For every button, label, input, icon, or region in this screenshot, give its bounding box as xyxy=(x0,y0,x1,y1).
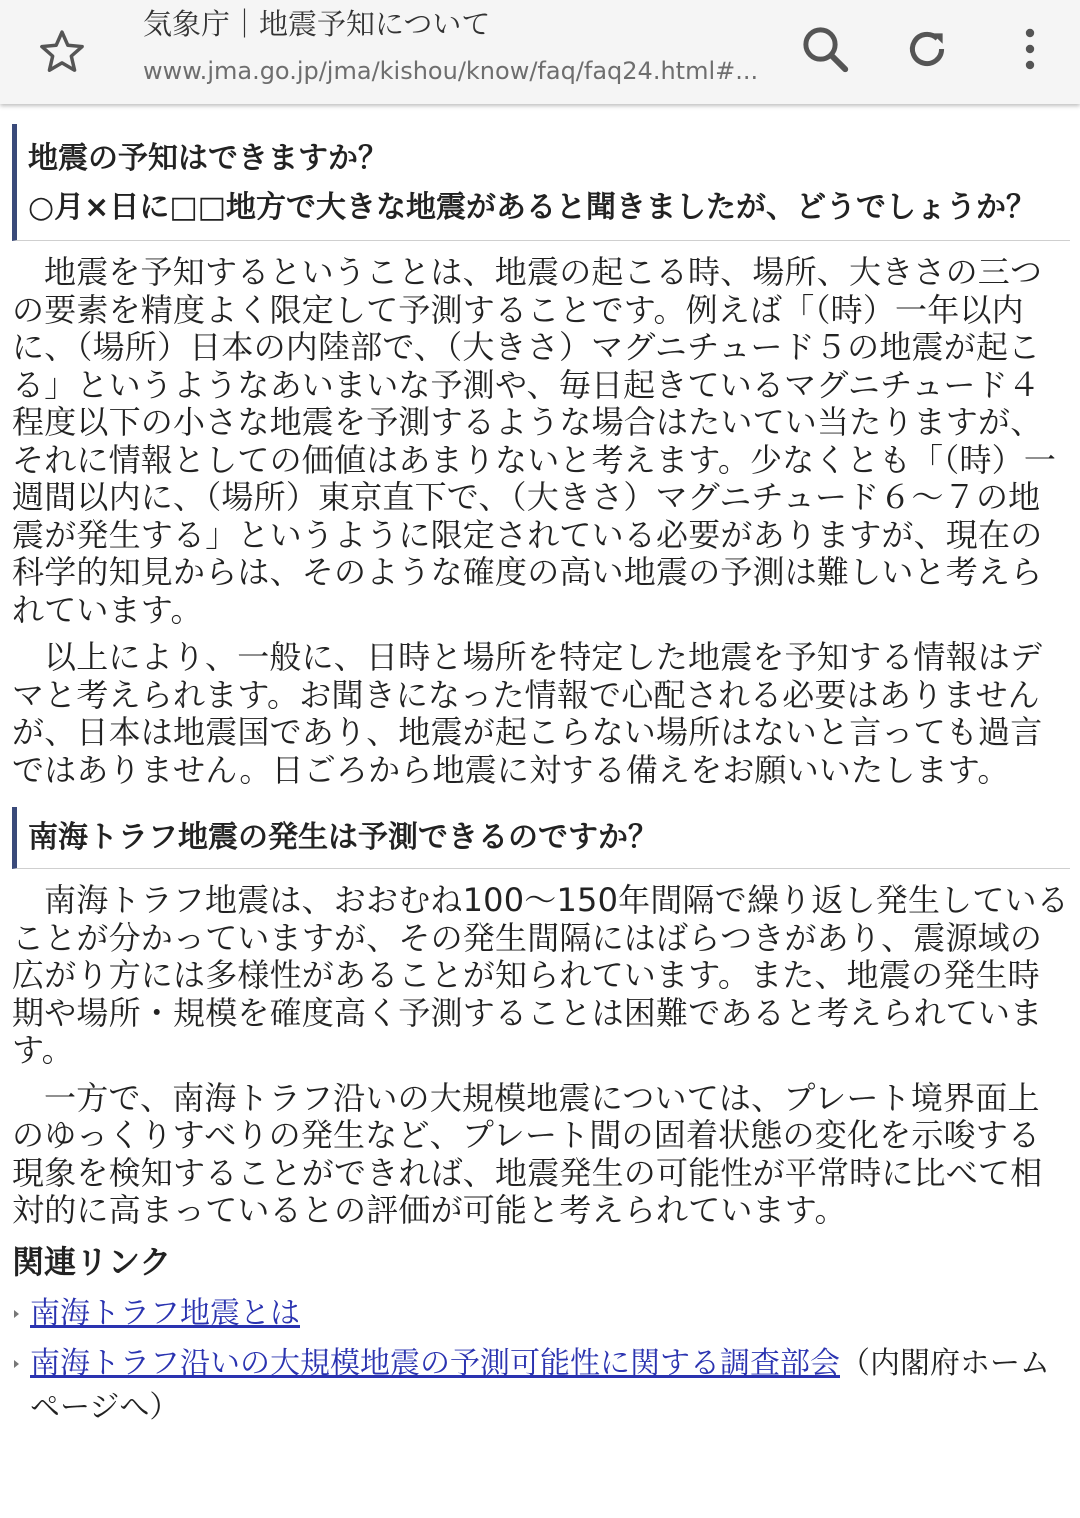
reload-icon[interactable] xyxy=(892,14,962,84)
question-line: ○月×日に□□地方で大きな地震があると聞きましたが、どうでしょうか？ xyxy=(28,190,1037,225)
answer-paragraph: 一方で、南海トラフ沿いの大規模地震については、プレート境界面上のゆっくりすべりの発生など、プレート間の固着状態の変化を示唆する現象を検知することができれば、地震発生の可能性が平常時に比べて相対的に高まっているとの評価が可能と考えられています。 xyxy=(12,1078,1043,1229)
question-line: 南海トラフ地震の発生は予測できるのですか？ xyxy=(28,820,658,855)
question-line: 地震の予知はできますか？ xyxy=(28,141,388,176)
bullet-arrow-icon xyxy=(14,1310,19,1318)
browser-toolbar xyxy=(0,0,1080,104)
bullet-arrow-icon xyxy=(14,1360,19,1368)
star-icon[interactable] xyxy=(28,18,96,86)
faq-question-heading xyxy=(12,124,1070,241)
faq-question-heading xyxy=(12,807,1070,869)
answer-paragraph: 地震を予知するということは、地震の起こる時、場所、大きさの三つの要素を精度よく限定して予測することです。例えば「（時）一年以内に、（場所）日本の内陸部で、（大きさ）マグニチュード５の地震が起こる」というようなあいまいな予測や、毎日起きているマグニチュード４程度以下の小さな地震を予測するような場合はたいてい当たりますが、それに情報としての価値はあまりないと考えます。少なくとも「（時）一週間以内に、（場所）東京直下で、（大きさ）マグニチュード６～７の地震が発生する」というように限定されている必要がありますが、現在の科学的知見からは、そのような確度の高い地震の予測は難しいと考えられています。 xyxy=(12,253,1057,629)
link-investigation-subcommittee[interactable]: 南海トラフ沿いの大規模地震の予測可能性に関する調査部会 xyxy=(30,1345,840,1381)
related-link-item xyxy=(12,1342,1070,1430)
answer-paragraph: 以上により、一般に、日時と場所を特定した地震を予知する情報はデマと考えられます。お聞きになった情報で心配される必要はありませんが、日本は地震国であり、地震が起こらない場所はないと言っても過言ではありません。日ごろから地震に対する備えをお願いいたします。 xyxy=(12,638,1043,789)
related-link-item xyxy=(12,1292,1070,1336)
related-links-heading: 関連リンク xyxy=(12,1242,172,1281)
page-url[interactable]: www.jma.go.jp/jma/kishou/know/faq/faq24.html#... xyxy=(143,57,759,85)
link-suffix: （内閣府ホームページへ） xyxy=(30,1345,1050,1425)
page-title: 気象庁｜地震予知について xyxy=(143,7,491,41)
link-nankai-trough-earthquake[interactable]: 南海トラフ地震とは xyxy=(30,1295,300,1331)
search-icon[interactable] xyxy=(790,14,860,84)
article-content xyxy=(12,124,1070,1430)
answer-paragraph: 南海トラフ地震は、おおむね100～150年間隔で繰り返し発生していることが分かっていますが、その発生間隔にはばらつきがあり、震源域の広がり方には多様性があることが知られています。また、地震の発生時期や場所・規模を確度高く予測することは困難であると考えられています。 xyxy=(12,881,1069,1069)
more-vert-icon[interactable] xyxy=(1000,14,1060,84)
